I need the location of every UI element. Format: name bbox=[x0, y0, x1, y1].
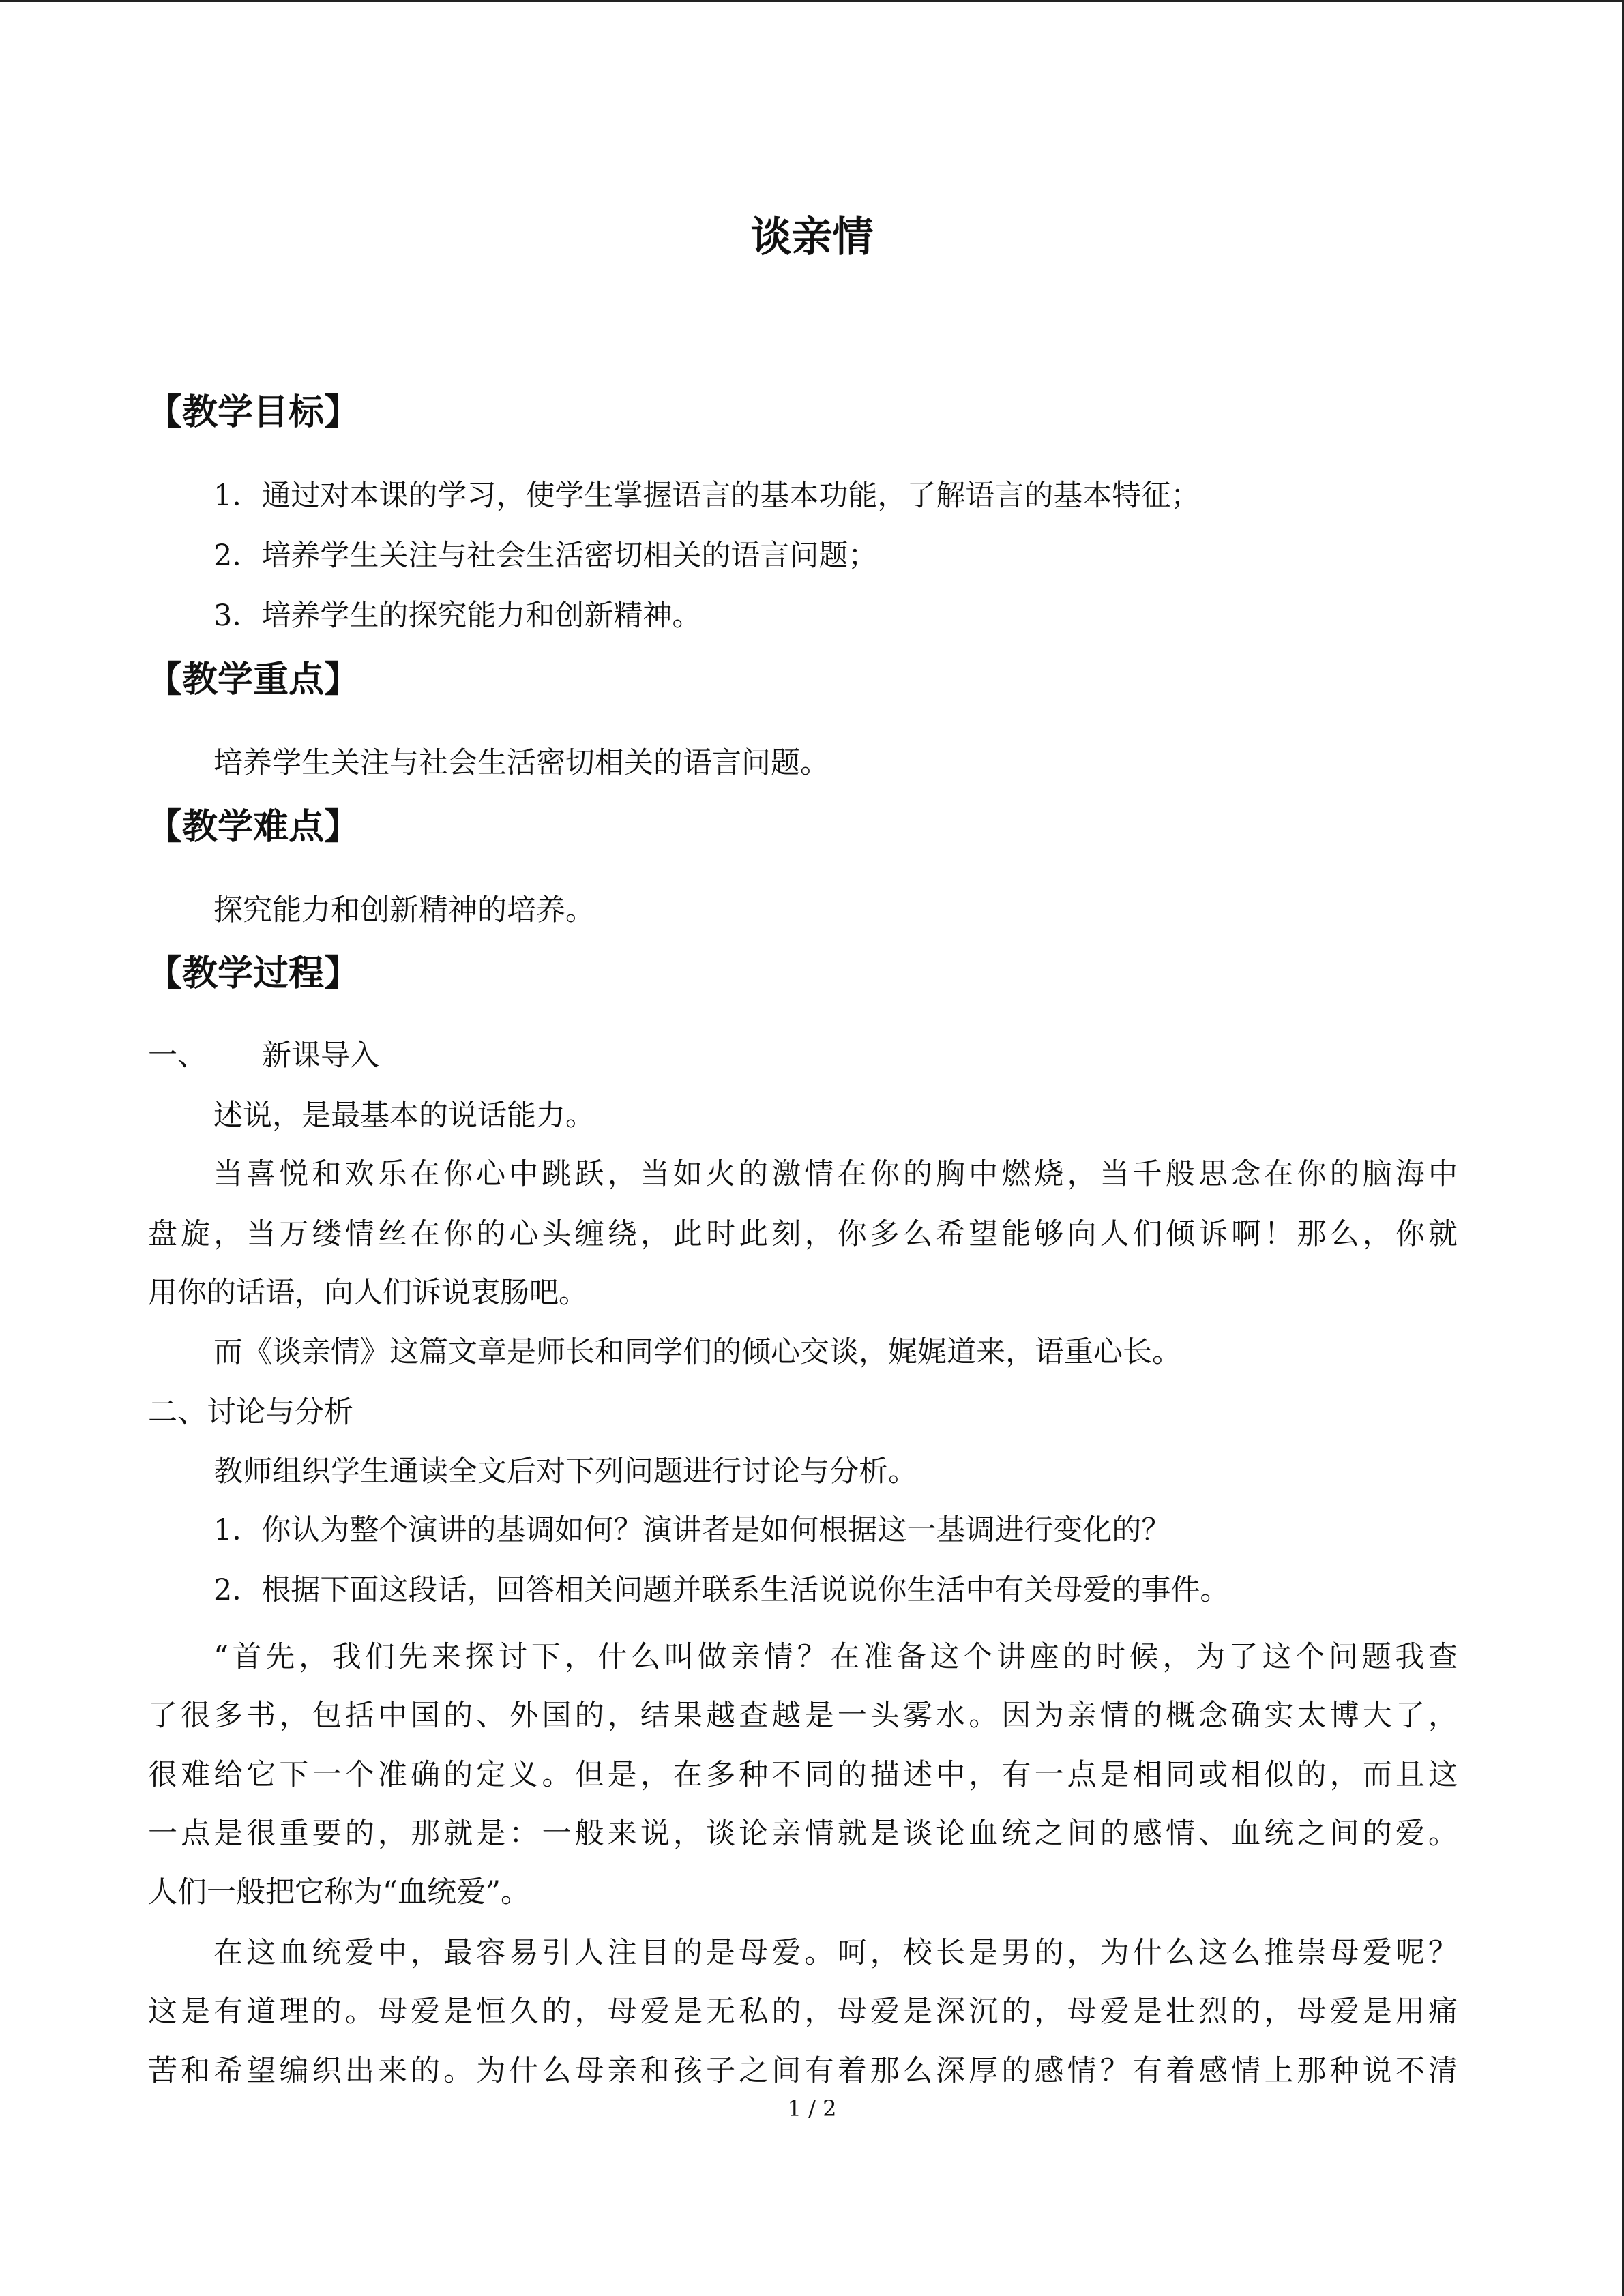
page-border-top bbox=[0, 0, 1624, 2]
key-points-heading: 【教学重点】 bbox=[147, 659, 360, 700]
objective-item-2: 2．培养学生关注与社会生活密切相关的语言问题； bbox=[213, 539, 878, 573]
section2-heading: 二、讨论与分析 bbox=[148, 1395, 353, 1429]
objectives-heading: 【教学目标】 bbox=[147, 392, 360, 433]
quote-line-5: 人们一般把它称为“血统爱”。 bbox=[148, 1875, 530, 1909]
paragraph-line-2: 这是有道理的。母爱是恒久的，母爱是无私的，母爱是深沉的，母爱是壮烈的，母爱是用痛 bbox=[148, 1995, 1458, 2029]
question-2: 2．根据下面这段话，回答相关问题并联系生活说说你生活中有关母爱的事件。 bbox=[213, 1573, 1230, 1607]
quote-line-4: 一点是很重要的，那就是：一般来说，谈论亲情就是谈论血统之间的感情、血统之间的爱。 bbox=[148, 1817, 1458, 1851]
section1-paragraph-1: 述说，是最基本的说话能力。 bbox=[213, 1099, 595, 1133]
section1-paragraph-2-line-3: 用你的话语，向人们诉说衷肠吧。 bbox=[148, 1276, 588, 1310]
quote-line-2: 了很多书，包括中国的、外国的，结果越查越是一头雾水。因为亲情的概念确实太博大了， bbox=[148, 1699, 1458, 1733]
section1-number: 一、 bbox=[148, 1039, 207, 1073]
key-points-text: 培养学生关注与社会生活密切相关的语言问题。 bbox=[213, 746, 829, 780]
quote-line-1: “首先，我们先来探讨下，什么叫做亲情？在准备这个讲座的时候，为了这个问题我查 bbox=[213, 1640, 1458, 1674]
paragraph-line-1: 在这血统爱中，最容易引人注目的是母爱。呵，校长是男的，为什么这么推崇母爱呢？ bbox=[213, 1936, 1458, 1970]
section1-paragraph-2-line-2: 盘旋，当万缕情丝在你的心头缠绕，此时此刻，你多么希望能够向人们倾诉啊！那么，你就 bbox=[148, 1217, 1458, 1251]
section2-intro: 教师组织学生通读全文后对下列问题进行讨论与分析。 bbox=[213, 1455, 917, 1489]
page-title: 谈亲情 bbox=[750, 213, 874, 261]
objective-item-3: 3．培养学生的探究能力和创新精神。 bbox=[213, 599, 702, 633]
difficulties-text: 探究能力和创新精神的培养。 bbox=[213, 893, 595, 927]
page-number: 1 / 2 bbox=[787, 2096, 837, 2121]
quote-line-3: 很难给它下一个准确的定义。但是，在多种不同的描述中，有一点是相同或相似的，而且这 bbox=[148, 1758, 1458, 1792]
paragraph-line-3: 苦和希望编织出来的。为什么母亲和孩子之间有着那么深厚的感情？有着感情上那种说不清 bbox=[148, 2054, 1458, 2088]
objective-item-1: 1．通过对本课的学习，使学生掌握语言的基本功能，了解语言的基本特征； bbox=[213, 479, 1200, 513]
difficulties-heading: 【教学难点】 bbox=[147, 807, 360, 848]
section1-label: 新课导入 bbox=[262, 1039, 379, 1073]
section1-paragraph-3: 而《谈亲情》这篇文章是师长和同学们的倾心交谈，娓娓道来，语重心长。 bbox=[213, 1335, 1181, 1369]
section1-paragraph-2-line-1: 当喜悦和欢乐在你心中跳跃，当如火的激情在你的胸中燃烧，当千般思念在你的脑海中 bbox=[213, 1157, 1458, 1191]
process-heading: 【教学过程】 bbox=[147, 953, 360, 994]
question-1: 1．你认为整个演讲的基调如何？演讲者是如何根据这一基调进行变化的？ bbox=[213, 1513, 1171, 1547]
